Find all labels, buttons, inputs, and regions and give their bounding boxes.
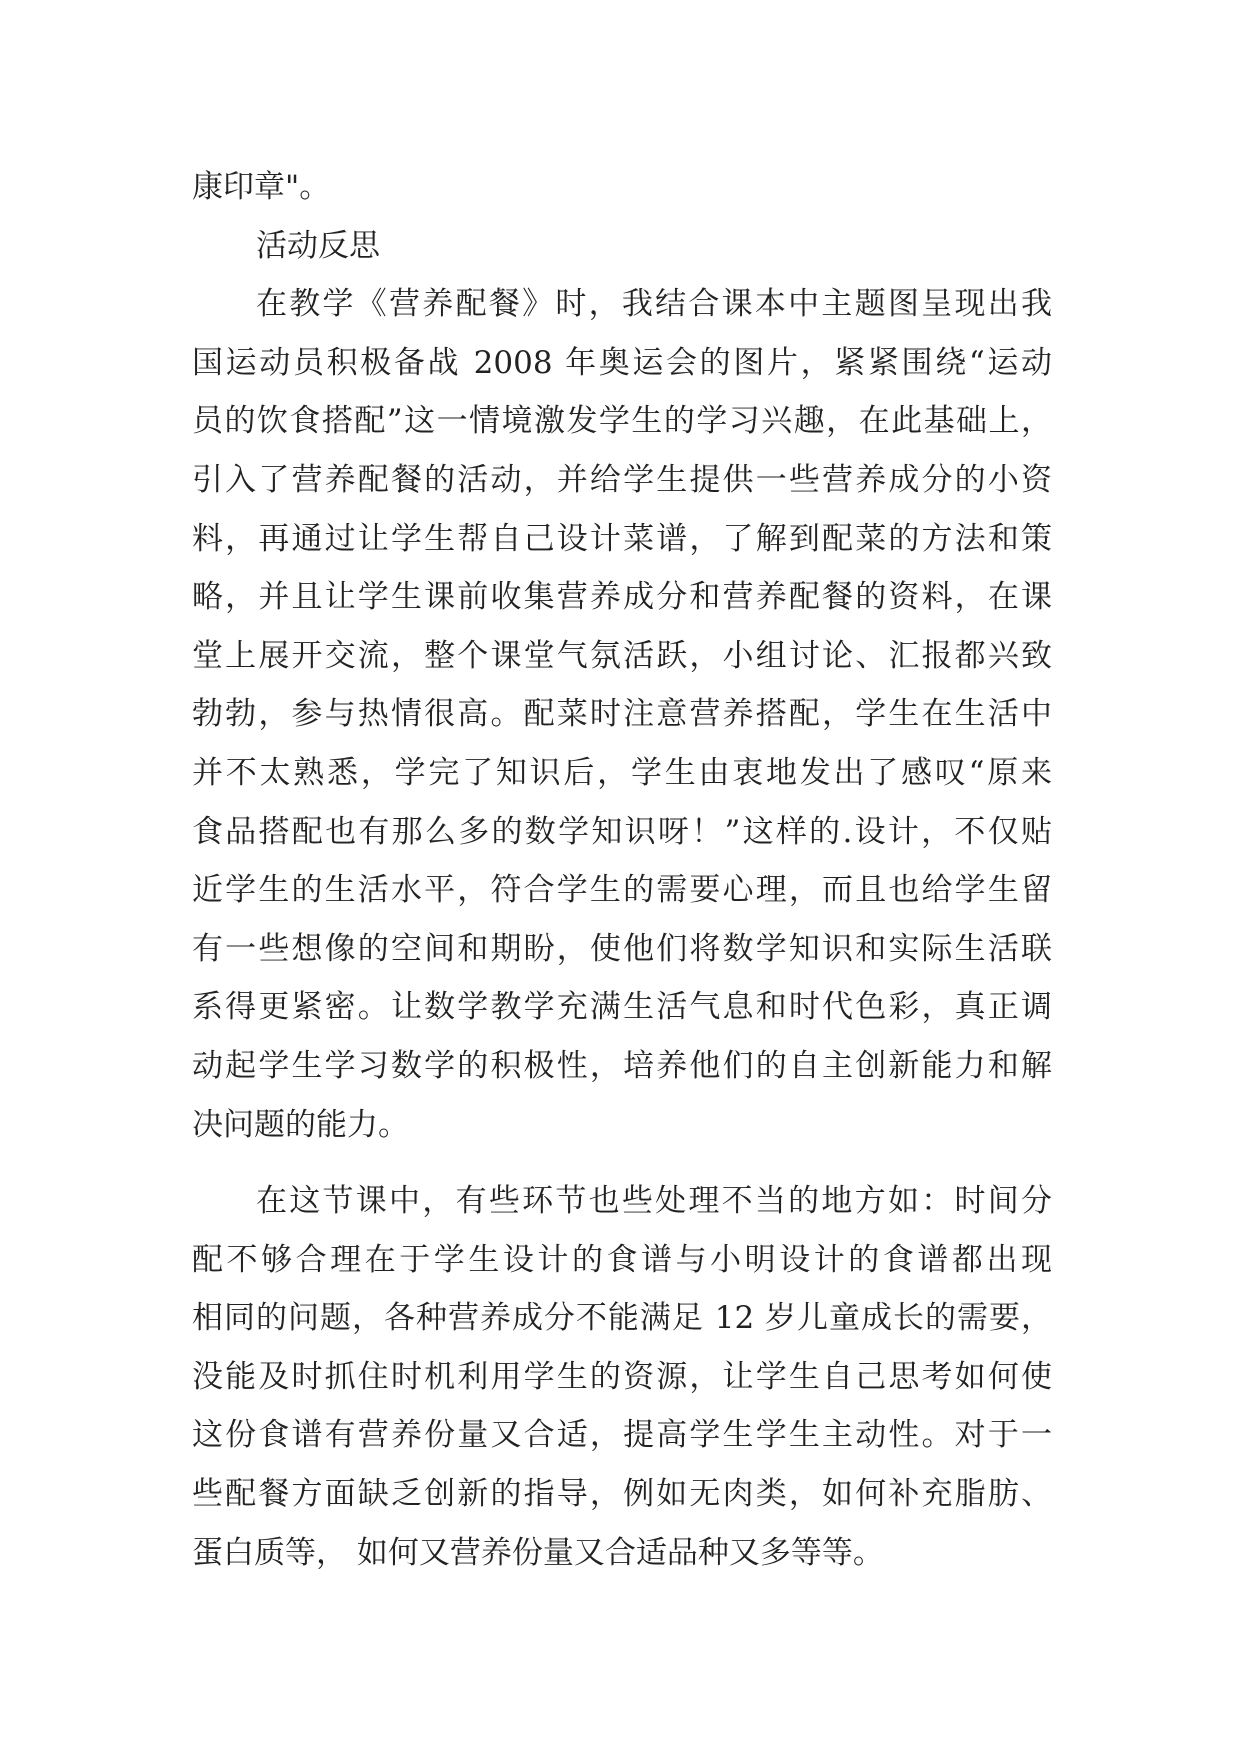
paragraph-line: 引入了营养配餐的活动，并给学生提供一些营养成分的小资 [192,461,1052,498]
paragraph-line: 没能及时抓住时机利用学生的资源，让学生自己思考如何使 [192,1358,1052,1395]
paragraph-line: 这份食谱有营养份量又合适，提高学生学生主动性。对于一 [192,1417,1052,1454]
paragraph-line: 员的饮食搭配”这一情境激发学生的学习兴趣，在此基础上， [192,403,1052,440]
paragraph-line: 在教学《营养配餐》时，我结合课本中主题图呈现出我 [256,286,1052,323]
paragraph-line: 并不太熟悉，学完了知识后，学生由衷地发出了感叹“原来 [192,754,1052,791]
paragraph-line-last: 决问题的能力。 [192,1106,409,1143]
paragraph-line-closing-quote: 康印章"。 [192,169,331,205]
paragraph-line: 有一些想像的空间和期盼，使他们将数学知识和实际生活联 [192,930,1052,967]
paragraph-line: 勃勃，参与热情很高。配菜时注意营养搭配，学生在生活中 [192,696,1052,733]
document-body [192,158,1052,1582]
paragraph-line: 系得更紧密。让数学教学充满生活气息和时代色彩，真正调 [192,989,1052,1026]
paragraph-line: 堂上展开交流，整个课堂气氛活跃，小组讨论、汇报都兴致 [192,637,1052,674]
paragraph-line: 近学生的生活水平，符合学生的需要心理，而且也给学生留 [192,872,1052,909]
paragraph-line: 在这节课中，有些环节也些处理不当的地方如：时间分 [256,1183,1052,1220]
paragraph-line: 料，再通过让学生帮自己设计菜谱，了解到配菜的方法和策 [192,520,1052,557]
paragraph-line-last: 蛋白质等， 如何又营养份量又合适品种又多等等。 [192,1534,884,1571]
paragraph-line: 略，并且让学生课前收集营养成分和营养配餐的资料，在课 [192,579,1052,616]
paragraph-line: 国运动员积极备战 2008 年奥运会的图片，紧紧围绕“运动 [192,344,1052,381]
paragraph-line: 动起学生学习数学的积极性，培养他们的自主创新能力和解 [192,1047,1052,1084]
section-heading: 活动反思 [256,227,380,264]
paragraph-line: 食品搭配也有那么多的数学知识呀！”这样的.设计，不仅贴 [192,813,1052,850]
paragraph-line: 些配餐方面缺乏创新的指导，例如无肉类，如何补充脂肪、 [192,1476,1052,1513]
paragraph-line: 相同的问题，各种营养成分不能满足 12 岁儿童成长的需要， [192,1300,1052,1337]
paragraph-line: 配不够合理在于学生设计的食谱与小明设计的食谱都出现 [192,1241,1052,1278]
